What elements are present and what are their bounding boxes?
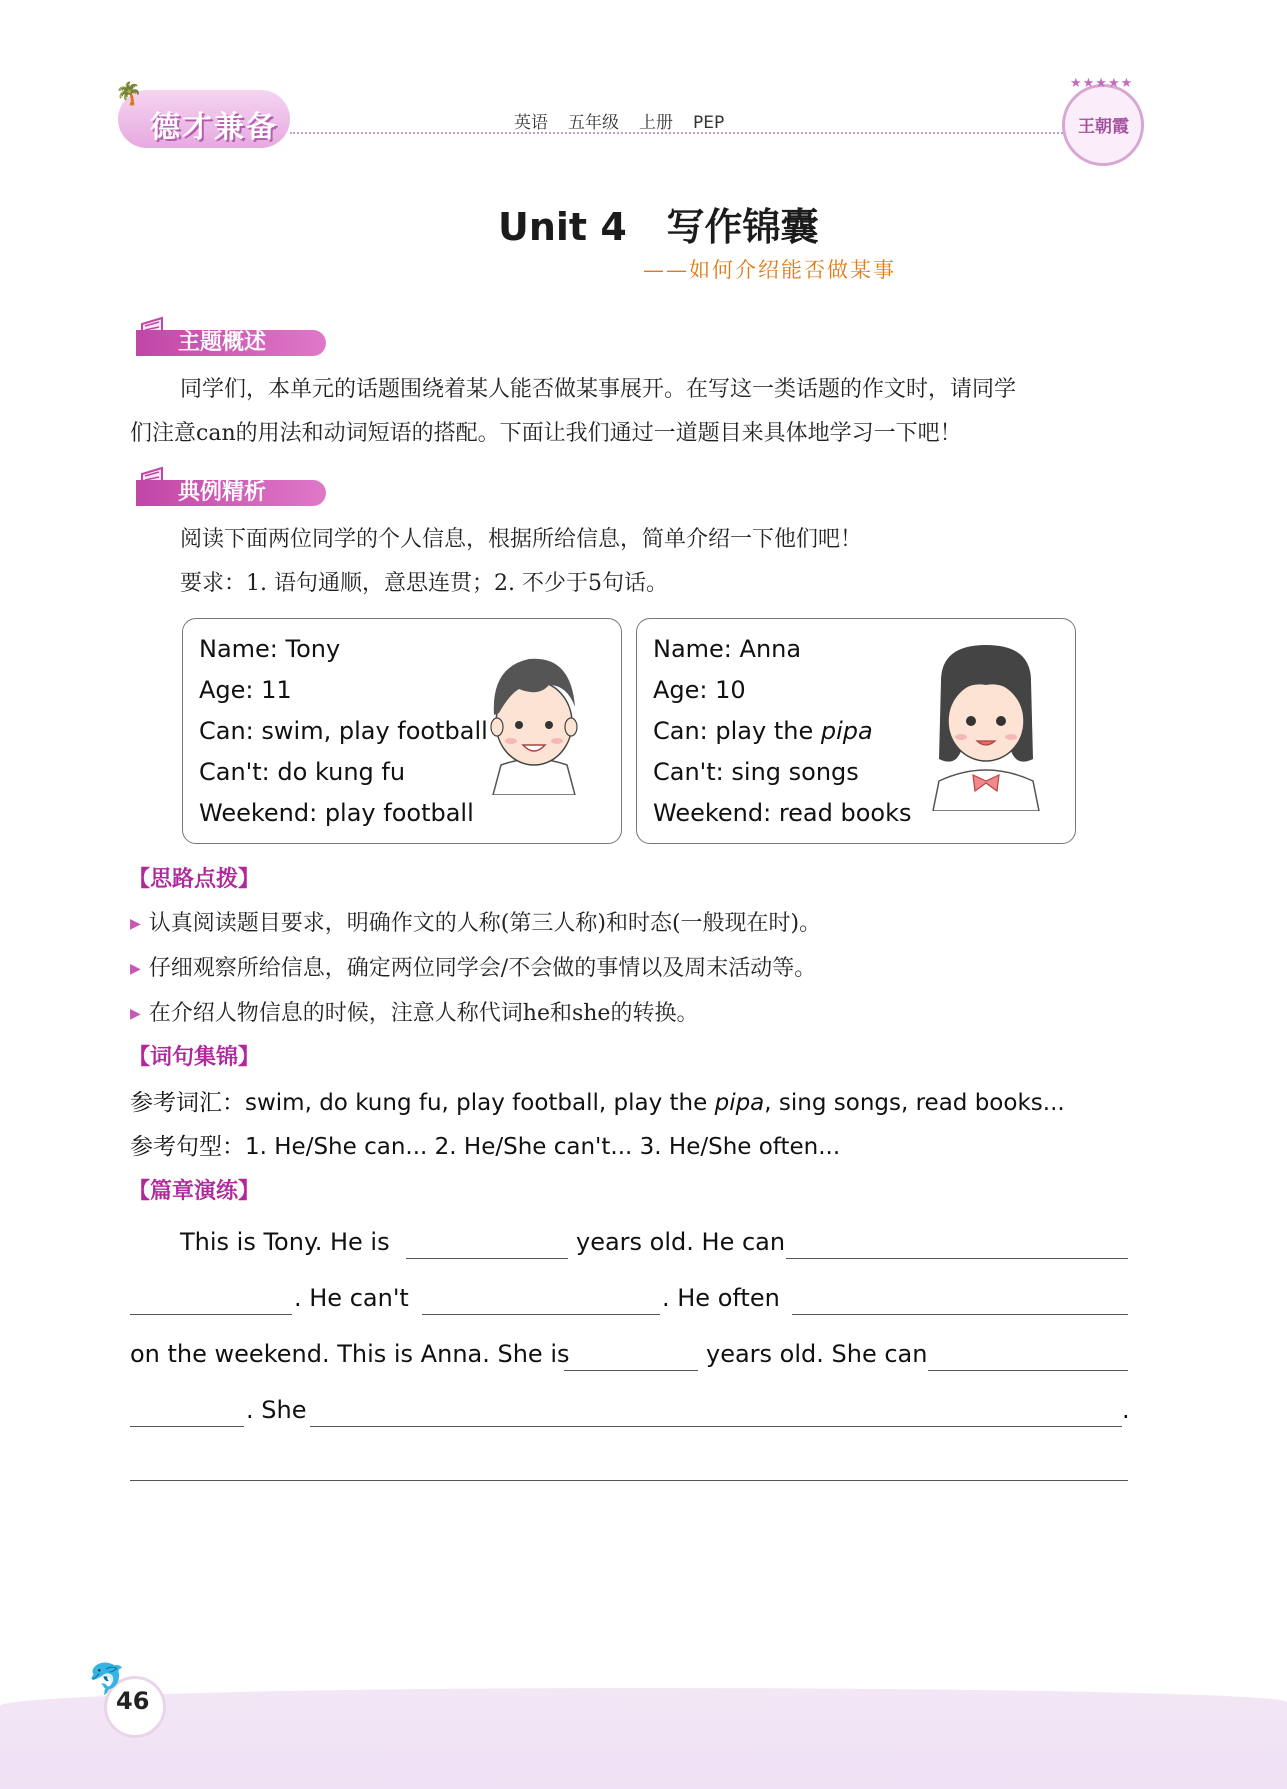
info-card-tony xyxy=(182,618,622,844)
blank-anna-age[interactable] xyxy=(564,1370,698,1371)
grade: 五年级 xyxy=(568,113,619,133)
card-weekend: Weekend: read books xyxy=(653,799,912,827)
subject: 英语 xyxy=(514,113,548,133)
card-age: Age: 10 xyxy=(653,676,746,704)
overview-line-2: 们注意can的用法和动词短语的搭配。下面让我们通过一道题目来具体地学习一下吧！ xyxy=(130,421,962,446)
header-divider xyxy=(290,132,1070,134)
blank-tony-often[interactable] xyxy=(792,1314,1128,1315)
reference-words: 参考词汇：swim, do kung fu, play football, play the pipa, sing songs, read books... xyxy=(130,1090,1065,1116)
practice-text: . He can't xyxy=(294,1284,409,1312)
vocab-heading: 【词句集锦】 xyxy=(128,1045,261,1070)
practice-text: . She xyxy=(246,1396,307,1424)
info-card-anna xyxy=(636,618,1076,844)
boy-portrait xyxy=(479,645,589,795)
requirement: 要求：1. 语句通顺，意思连贯；2. 不少于5句话。 xyxy=(180,571,668,596)
card-age: Age: 11 xyxy=(199,676,292,704)
blank-anna-can[interactable] xyxy=(928,1370,1128,1371)
triangle-bullet-icon: ▶ xyxy=(130,1006,141,1022)
dolphin-icon: 🐬 xyxy=(88,1662,126,1697)
section-label: 典例精析 xyxy=(136,480,326,506)
practice-text: . He often xyxy=(662,1284,780,1312)
stars-icon: ★★★★★ xyxy=(1070,76,1134,91)
blank-anna-more[interactable] xyxy=(310,1426,1122,1427)
blank-tony-can[interactable] xyxy=(786,1258,1128,1259)
practice-text: . xyxy=(1122,1396,1130,1424)
instruction: 阅读下面两位同学的个人信息，根据所给信息，简单介绍一下他们吧！ xyxy=(180,527,863,552)
blank-tony-age[interactable] xyxy=(406,1258,568,1259)
girl-portrait xyxy=(921,641,1051,811)
edition: PEP xyxy=(693,113,725,133)
card-name: Name: Anna xyxy=(653,635,802,663)
card-weekend: Weekend: play football xyxy=(199,799,474,827)
overview-line-1: 同学们，本单元的话题围绕着某人能否做某事展开。在写这一类话题的作文时，请同学 xyxy=(180,377,1017,402)
practice-text: on the weekend. This is Anna. She is xyxy=(130,1340,570,1368)
footer-decoration xyxy=(0,1688,1287,1789)
page-subtitle: ——如何介绍能否做某事 xyxy=(643,258,896,282)
practice-text: years old. He can xyxy=(576,1228,786,1256)
card-cant: Can't: sing songs xyxy=(653,758,859,786)
practice-text: This is Tony. He is xyxy=(180,1228,390,1256)
section-label: 主题概述 xyxy=(136,330,326,356)
badge-text: 王朝霞 xyxy=(1078,117,1129,137)
triangle-bullet-icon: ▶ xyxy=(130,916,141,932)
blank-anna-can-cont[interactable] xyxy=(130,1426,244,1427)
hint-item: ▶ 认真阅读题目要求，明确作文的人称(第三人称)和时态(一般现在时)。 xyxy=(130,911,822,936)
card-can: Can: play the pipa xyxy=(653,717,873,745)
book-info xyxy=(514,108,744,133)
hints-heading: 【思路点拨】 xyxy=(128,867,261,892)
card-name: Name: Tony xyxy=(199,635,341,663)
palm-tree-icon: 🌴 xyxy=(115,82,143,107)
card-cant: Can't: do kung fu xyxy=(199,758,406,786)
blank-tony-can-cont[interactable] xyxy=(130,1314,292,1315)
blank-extra-line[interactable] xyxy=(130,1480,1128,1481)
brand-logo-text: 德才兼备 xyxy=(150,110,278,145)
hint-item: ▶ 仔细观察所给信息，确定两位同学会/不会做的事情以及周末活动等。 xyxy=(130,956,817,981)
page-number: 46 xyxy=(116,1687,150,1715)
blank-tony-cant[interactable] xyxy=(422,1314,660,1315)
triangle-bullet-icon: ▶ xyxy=(130,961,141,977)
hint-item: ▶ 在介绍人物信息的时候，注意人称代词he和she的转换。 xyxy=(130,1001,699,1026)
volume: 上册 xyxy=(639,113,673,133)
card-can: Can: swim, play football xyxy=(199,717,488,745)
practice-text: years old. She can xyxy=(706,1340,928,1368)
page-title: Unit 4 写作锦囊 xyxy=(498,205,819,249)
reference-sentences: 参考句型：1. He/She can... 2. He/She can't... 3. He/She often... xyxy=(130,1134,841,1160)
practice-heading: 【篇章演练】 xyxy=(128,1179,261,1204)
